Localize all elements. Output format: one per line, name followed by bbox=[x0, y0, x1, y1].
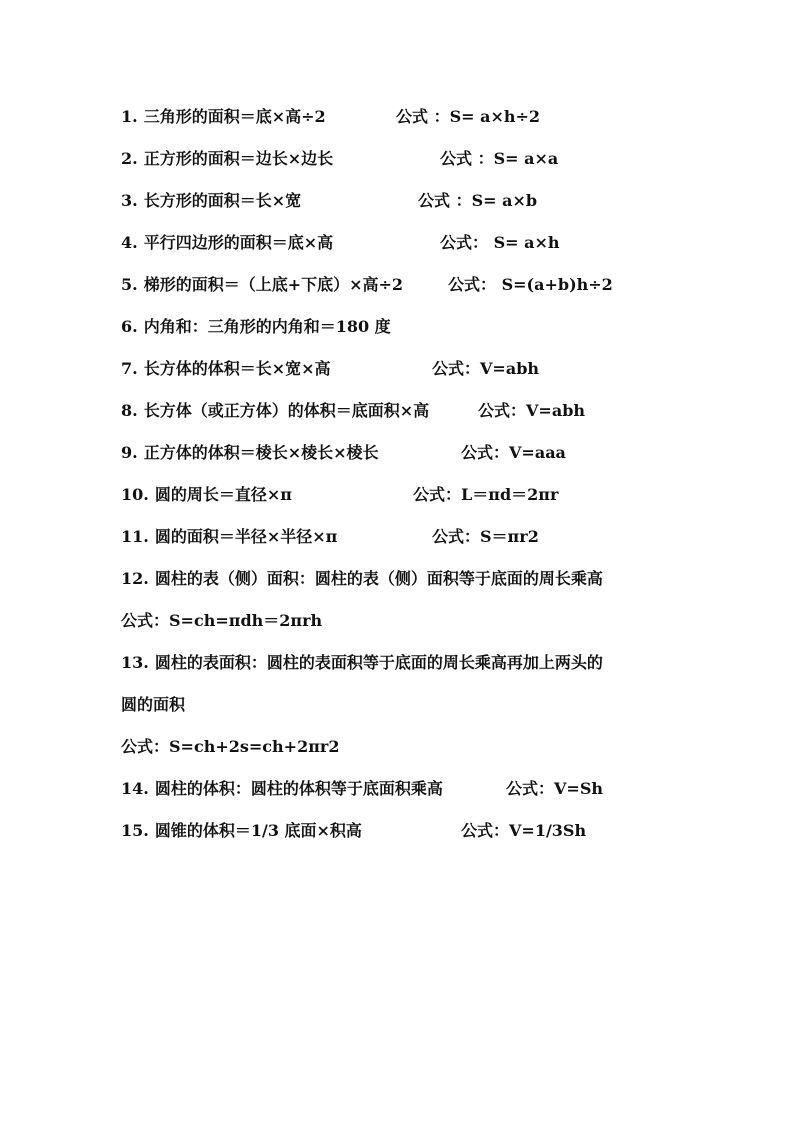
formula-line bbox=[121, 816, 760, 846]
formula-line bbox=[121, 480, 760, 510]
item-formula: 公式 ：S= a×b bbox=[418, 191, 538, 210]
item-number: 12. bbox=[121, 569, 149, 588]
item-text: 圆柱的表（侧）面积：圆柱的表（侧）面积等于底面的周长乘高 bbox=[154, 569, 603, 588]
formula-line bbox=[121, 186, 760, 216]
item-formula: 公式：V=Sh bbox=[506, 779, 604, 798]
formula-line bbox=[121, 228, 760, 258]
item-text: 公式：S=ch+2s=ch+2πr2 bbox=[121, 737, 340, 756]
item-number: 1. bbox=[121, 107, 138, 126]
item-formula: 公式 ：S= a×h÷2 bbox=[396, 107, 541, 126]
formula-line bbox=[121, 690, 760, 720]
item-number: 11. bbox=[121, 527, 149, 546]
item-text: 正方体的体积＝棱长×棱长×棱长 bbox=[143, 443, 379, 462]
item-text: 圆的面积 bbox=[121, 695, 186, 714]
item-number: 3. bbox=[121, 191, 138, 210]
formula-line bbox=[121, 774, 760, 804]
item-number: 15. bbox=[121, 821, 149, 840]
formula-line bbox=[121, 648, 760, 678]
formula-line bbox=[121, 732, 760, 762]
item-text: 内角和：三角形的内角和＝180 度 bbox=[143, 317, 391, 336]
item-text: 正方形的面积＝边长×边长 bbox=[143, 149, 334, 168]
formula-line bbox=[121, 102, 760, 132]
formula-line bbox=[121, 270, 760, 300]
item-number: 14. bbox=[121, 779, 149, 798]
formula-line bbox=[121, 312, 760, 342]
item-number: 10. bbox=[121, 485, 149, 504]
item-text: 平行四边形的面积＝底×高 bbox=[143, 233, 334, 252]
item-text: 圆柱的表面积：圆柱的表面积等于底面的周长乘高再加上两头的 bbox=[154, 653, 603, 672]
formula-line bbox=[121, 438, 760, 468]
item-formula: 公式：L＝πd＝2πr bbox=[413, 485, 559, 504]
item-text: 圆的周长＝直径×π bbox=[154, 485, 292, 504]
item-formula: 公式：V=aaa bbox=[461, 443, 566, 462]
formula-line bbox=[121, 564, 760, 594]
item-number: 13. bbox=[121, 653, 149, 672]
formula-line bbox=[121, 354, 760, 384]
formula-line bbox=[121, 396, 760, 426]
item-text: 公式：S=ch=πdh＝2πrh bbox=[121, 611, 323, 630]
item-text: 圆锥的体积＝1/3 底面×积高 bbox=[154, 821, 362, 840]
item-formula: 公式： S= a×h bbox=[440, 233, 560, 252]
item-formula: 公式：V=1/3Sh bbox=[461, 821, 587, 840]
item-text: 圆的面积＝半径×半径×π bbox=[154, 527, 338, 546]
item-formula: 公式 ：S= a×a bbox=[440, 149, 559, 168]
item-number: 9. bbox=[121, 443, 138, 462]
item-formula: 公式：S＝πr2 bbox=[432, 527, 539, 546]
item-text: 梯形的面积＝（上底+下底）×高÷2 bbox=[143, 275, 404, 294]
item-text: 圆柱的体积：圆柱的体积等于底面积乘高 bbox=[154, 779, 443, 798]
item-formula: 公式：V=abh bbox=[478, 401, 586, 420]
item-formula: 公式： S=(a+b)h÷2 bbox=[448, 275, 613, 294]
formula-line bbox=[121, 144, 760, 174]
formula-line bbox=[121, 522, 760, 552]
item-number: 5. bbox=[121, 275, 138, 294]
item-number: 4. bbox=[121, 233, 138, 252]
item-number: 8. bbox=[121, 401, 138, 420]
item-number: 6. bbox=[121, 317, 138, 336]
item-text: 三角形的面积＝底×高÷2 bbox=[143, 107, 326, 126]
formula-line bbox=[121, 606, 760, 636]
item-number: 7. bbox=[121, 359, 138, 378]
item-text: 长方体（或正方体）的体积＝底面积×高 bbox=[143, 401, 430, 420]
item-number: 2. bbox=[121, 149, 138, 168]
item-formula: 公式：V=abh bbox=[432, 359, 540, 378]
item-text: 长方形的面积＝长×宽 bbox=[143, 191, 302, 210]
item-text: 长方体的体积＝长×宽×高 bbox=[143, 359, 331, 378]
